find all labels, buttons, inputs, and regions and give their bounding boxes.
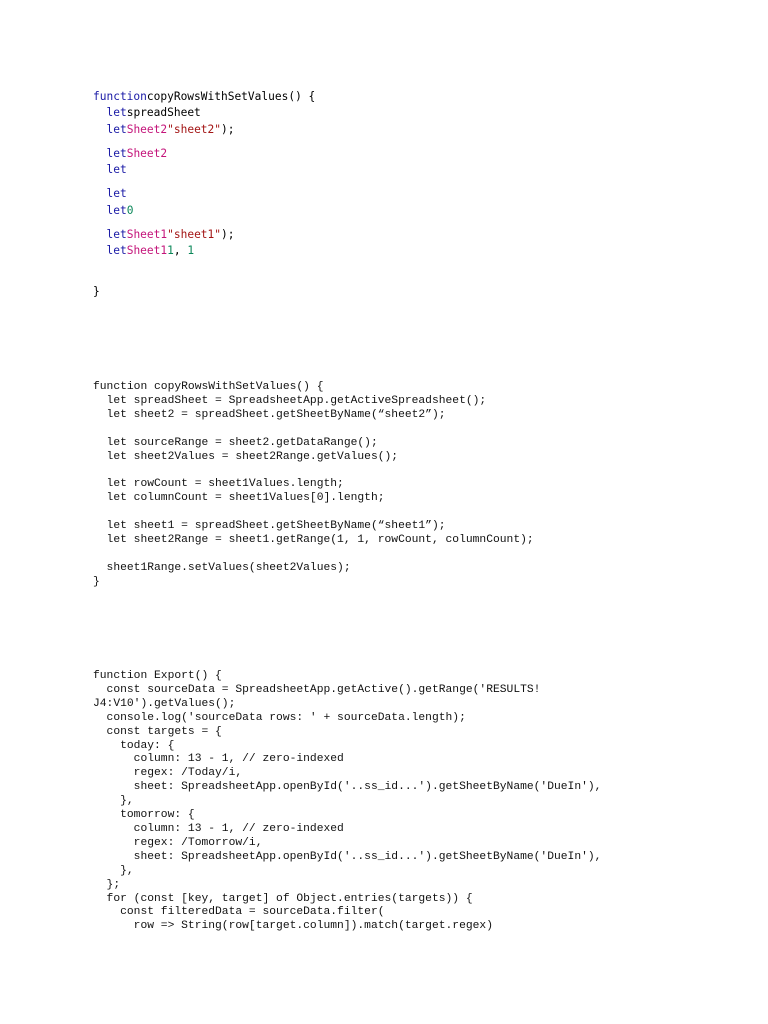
code-line: function Export() { bbox=[93, 670, 222, 682]
code-token: spreadSheet bbox=[126, 106, 201, 120]
code-token bbox=[93, 123, 106, 136]
code-token: Sheet1 bbox=[126, 244, 168, 258]
code-snippet-highlighted bbox=[93, 89, 315, 300]
code-line bbox=[93, 506, 534, 520]
code-token: ); bbox=[221, 122, 235, 136]
code-line bbox=[93, 122, 315, 138]
code-line bbox=[93, 178, 315, 186]
code-line: for (const [key, target] of Object.entries(targets)) { bbox=[93, 892, 473, 905]
code-line: let sheet2Values = sheet2Range.getValues(); bbox=[93, 450, 399, 463]
code-token: let bbox=[106, 163, 127, 177]
code-token: let bbox=[106, 106, 127, 120]
code-line: let sheet1 = spreadSheet.getSheetByName(“sheet1”); bbox=[93, 520, 446, 533]
code-line: let sheet2 = spreadSheet.getSheetByName(“sheet2”); bbox=[93, 408, 446, 421]
code-line: sheet: SpreadsheetApp.openById('..ss_id...').getSheetByName('DueIn'), bbox=[93, 781, 602, 794]
code-line: } bbox=[93, 575, 100, 588]
code-line bbox=[93, 243, 315, 259]
code-token bbox=[93, 269, 106, 282]
code-line: sheet: SpreadsheetApp.openById('..ss_id...').getSheetByName('DueIn'), bbox=[93, 850, 602, 863]
code-line: J4:V10').getValues(); bbox=[93, 697, 236, 710]
code-line: console.log('sourceData rows: ' + sourceData.length); bbox=[93, 711, 466, 724]
code-line: column: 13 - 1, // zero-indexed bbox=[93, 822, 344, 835]
code-token: , bbox=[173, 244, 188, 258]
code-token: "sheet1" bbox=[167, 228, 222, 242]
code-line: let rowCount = sheet1Values.length; bbox=[93, 478, 344, 491]
code-line bbox=[93, 464, 534, 478]
code-line: regex: /Tomorrow/i, bbox=[93, 836, 263, 849]
code-token: let bbox=[106, 187, 127, 201]
code-line bbox=[93, 203, 315, 219]
code-token: 0 bbox=[126, 203, 134, 217]
code-line: }; bbox=[93, 878, 121, 891]
code-line: let spreadSheet = SpreadsheetApp.getActiveSpreadsheet(); bbox=[93, 394, 487, 407]
code-line: function copyRowsWithSetValues() { bbox=[93, 381, 324, 393]
code-token: Sheet1 bbox=[126, 228, 168, 242]
code-token: "sheet2" bbox=[167, 122, 222, 136]
code-token bbox=[93, 204, 106, 217]
code-line bbox=[93, 146, 315, 162]
code-line bbox=[93, 89, 315, 105]
code-line bbox=[93, 227, 315, 243]
code-line bbox=[93, 138, 315, 146]
code-token: Sheet2 bbox=[126, 122, 168, 136]
code-token: let bbox=[106, 203, 127, 217]
code-snippet-plain-1 bbox=[93, 381, 534, 590]
code-line bbox=[93, 186, 315, 202]
code-line: const sourceData = SpreadsheetApp.getActive().getRange('RESULTS! bbox=[93, 683, 541, 696]
code-token: let bbox=[106, 244, 127, 258]
code-line bbox=[93, 268, 315, 284]
code-token: 1 bbox=[187, 244, 195, 258]
code-line: today: { bbox=[93, 739, 175, 752]
code-token bbox=[93, 106, 106, 119]
code-token bbox=[93, 244, 106, 257]
code-token: copyRowsWithSetValues bbox=[146, 90, 289, 103]
code-line: }, bbox=[93, 864, 134, 877]
code-token: ); bbox=[221, 228, 235, 242]
code-token: () { bbox=[288, 90, 316, 103]
code-line bbox=[93, 548, 534, 562]
code-line: row => String(row[target.column]).match(target.regex) bbox=[93, 920, 493, 933]
code-token bbox=[93, 163, 106, 176]
code-token: let bbox=[106, 228, 127, 242]
code-line: let sheet2Range = sheet1.getRange(1, 1, rowCount, columnCount); bbox=[93, 533, 534, 546]
code-line bbox=[93, 219, 315, 227]
code-line bbox=[93, 162, 315, 178]
code-line bbox=[93, 284, 315, 300]
code-line bbox=[93, 260, 315, 268]
code-line: let sourceRange = sheet2.getDataRange(); bbox=[93, 436, 378, 449]
code-token: 1 bbox=[167, 244, 174, 258]
code-line: sheet1Range.setValues(sheet2Values); bbox=[93, 561, 351, 574]
code-line: let columnCount = sheet1Values[0].length; bbox=[93, 492, 385, 505]
code-token bbox=[93, 147, 106, 160]
code-token bbox=[93, 187, 106, 200]
code-line bbox=[93, 423, 534, 437]
code-token: let bbox=[106, 146, 127, 160]
code-line bbox=[93, 105, 315, 121]
code-line: }, bbox=[93, 795, 134, 808]
code-token: let bbox=[106, 122, 127, 136]
code-token bbox=[93, 228, 106, 241]
code-line: tomorrow: { bbox=[93, 809, 195, 822]
code-line: regex: /Today/i, bbox=[93, 767, 243, 780]
code-snippet-plain-2 bbox=[93, 670, 601, 934]
code-token: } bbox=[93, 284, 100, 298]
code-line: const filteredData = sourceData.filter( bbox=[93, 906, 385, 919]
code-line: column: 13 - 1, // zero-indexed bbox=[93, 753, 344, 766]
code-token: function bbox=[93, 90, 147, 103]
code-token: Sheet2 bbox=[126, 146, 168, 160]
code-line: const targets = { bbox=[93, 725, 222, 738]
